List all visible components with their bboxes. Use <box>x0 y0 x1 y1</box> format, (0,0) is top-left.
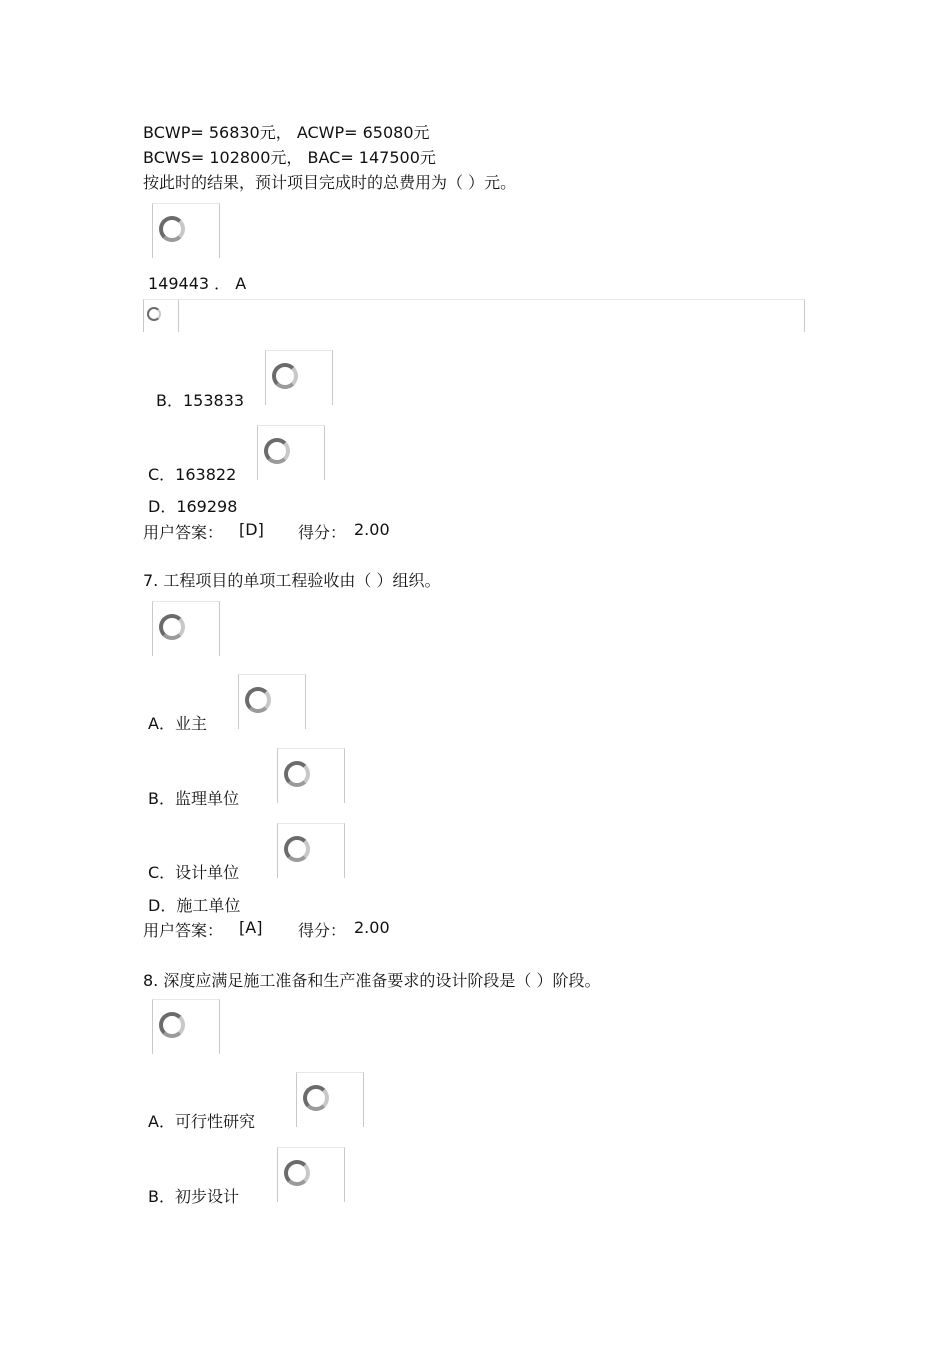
q6-formula-line-1: BCWP= 56830元， ACWP= 65080元 <box>143 123 430 142</box>
q7-option-a[interactable]: A．业主 <box>148 714 207 733</box>
q7-option-b-image <box>277 748 345 803</box>
loading-spinner-icon <box>284 761 310 787</box>
q6-option-c-image <box>257 425 325 480</box>
q7-score-value: 2.00 <box>354 918 390 937</box>
loading-spinner-icon <box>272 363 298 389</box>
loading-spinner-icon <box>159 1012 185 1038</box>
q6-option-d[interactable]: D．169298 <box>148 497 238 516</box>
loading-spinner-icon <box>245 687 271 713</box>
q7-answer-value: [A] <box>239 918 263 937</box>
loading-spinner-icon <box>264 438 290 464</box>
q7-option-c-image <box>277 823 345 878</box>
loading-spinner-icon <box>159 216 185 242</box>
q6-answer-value: [D] <box>239 520 264 539</box>
q6-formula-line-2: BCWS= 102800元， BAC= 147500元 <box>143 148 436 167</box>
q8-option-a[interactable]: A．可行性研究 <box>148 1112 255 1131</box>
q6-stem: 按此时的结果，预计项目完成时的总费用为（ ）元。 <box>143 173 517 192</box>
q7-option-d[interactable]: D．施工单位 <box>148 896 241 915</box>
q6-image-placeholder <box>152 203 220 258</box>
q6-option-c[interactable]: C．163822 <box>148 465 237 484</box>
q6-score-label: 得分： <box>298 523 347 542</box>
q7-option-c[interactable]: C．设计单位 <box>148 863 240 882</box>
q8-option-b[interactable]: B．初步设计 <box>148 1187 239 1206</box>
q7-answer-label: 用户答案： <box>143 921 224 940</box>
loading-spinner-icon <box>159 614 185 640</box>
q8-option-a-image <box>296 1072 364 1127</box>
q6-option-a[interactable]: 149443 ． A <box>148 274 247 293</box>
q8-option-b-image <box>277 1147 345 1202</box>
q8-stem: 8. 深度应满足施工准备和生产准备要求的设计阶段是（ ）阶段。 <box>143 971 601 990</box>
q6-option-b-image <box>265 350 333 405</box>
loading-spinner-icon <box>303 1085 329 1111</box>
q8-image-placeholder <box>152 999 220 1054</box>
q6-score-value: 2.00 <box>354 520 390 539</box>
q7-score-label: 得分： <box>298 921 347 940</box>
loading-spinner-icon <box>284 1160 310 1186</box>
q6-answer-label: 用户答案： <box>143 523 224 542</box>
q6-option-b[interactable]: B．153833 <box>156 391 245 410</box>
radio-loading-icon[interactable] <box>147 307 161 321</box>
q7-option-a-image <box>238 674 306 729</box>
q7-option-b[interactable]: B．监理单位 <box>148 789 239 808</box>
loading-spinner-icon <box>284 836 310 862</box>
q6-option-a-radio-row[interactable] <box>143 299 805 332</box>
q7-stem: 7. 工程项目的单项工程验收由（ ）组织。 <box>143 571 441 590</box>
q7-image-placeholder <box>152 601 220 656</box>
